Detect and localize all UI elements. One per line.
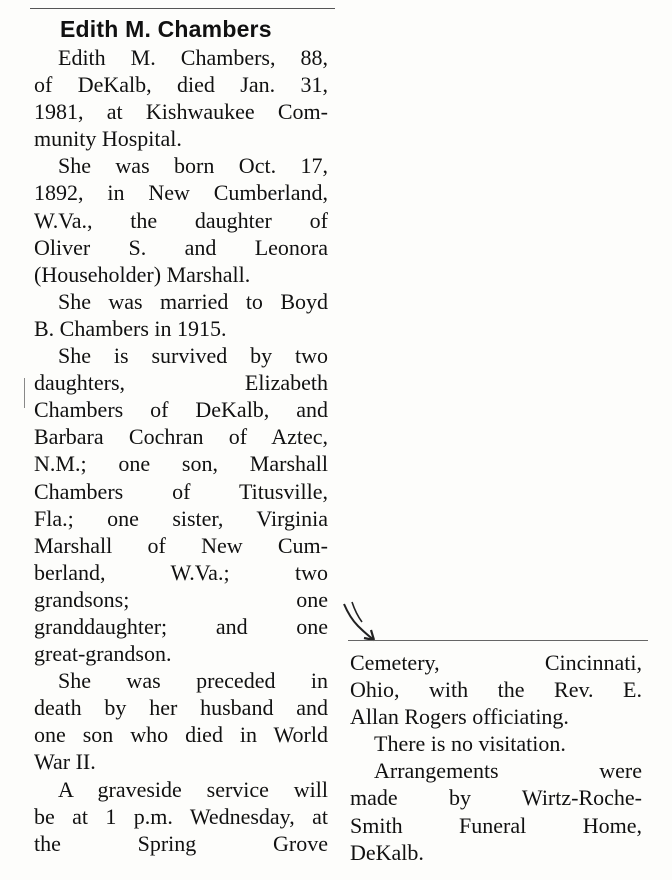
text-line: Marshall of New Cum-: [34, 532, 328, 558]
text-line: 1981, at Kishwaukee Com-: [34, 99, 328, 125]
text-line: She was born Oct. 17,: [58, 153, 328, 179]
headline: Edith M. Chambers: [60, 16, 272, 42]
text-line: She is survived by two: [58, 343, 328, 369]
text-line: 1892, in New Cumberland,: [34, 180, 328, 206]
column-2: [350, 649, 642, 866]
text-line: Cemetery, Cincinnati,: [350, 650, 642, 675]
text-line: be at 1 p.m. Wednesday, at: [34, 803, 328, 829]
text-line: munity Hospital.: [34, 126, 182, 152]
column-2-rule: [348, 640, 648, 641]
text-line: of DeKalb, died Jan. 31,: [34, 72, 328, 98]
text-line: N.M.; one son, Marshall: [34, 451, 328, 477]
text-line: Barbara Cochran of Aztec,: [34, 424, 328, 450]
margin-mark: [24, 378, 25, 408]
text-line: grandsons; one: [34, 586, 328, 612]
text-line: daughters, Elizabeth: [34, 370, 328, 396]
text-line: Chambers of Titusville,: [34, 478, 328, 504]
text-line: War II.: [34, 749, 96, 775]
text-line: DeKalb.: [350, 839, 424, 865]
text-line: There is no visitation.: [374, 731, 566, 757]
text-line: Arrangements were: [374, 758, 642, 784]
text-line: She was preceded in: [58, 668, 328, 694]
text-line: Oliver S. and Leonora: [34, 234, 328, 260]
text-line: W.Va., the daughter of: [34, 207, 328, 233]
text-line: She was married to Boyd: [58, 288, 328, 314]
text-line: the Spring Grove: [34, 830, 328, 856]
text-line: B. Chambers in 1915.: [34, 315, 227, 341]
text-line: granddaughter; and one: [34, 613, 328, 639]
top-rule: [30, 8, 335, 9]
text-line: great-grandson.: [34, 641, 172, 667]
text-line: A graveside service will: [58, 776, 328, 802]
text-line: Fla.; one sister, Virginia: [34, 505, 328, 531]
text-line: (Householder) Marshall.: [34, 261, 251, 287]
text-line: berland, W.Va.; two: [34, 559, 328, 585]
text-line: one son who died in World: [34, 722, 328, 748]
text-line: Chambers of DeKalb, and: [34, 397, 328, 423]
text-line: Ohio, with the Rev. E.: [350, 677, 642, 703]
text-line: made by Wirtz-Roche-: [350, 785, 642, 811]
text-line: Smith Funeral Home,: [350, 812, 642, 838]
text-line: death by her husband and: [34, 695, 328, 721]
column-1: [34, 44, 328, 857]
text-line: Allan Rogers officiating.: [350, 704, 569, 730]
text-line: Edith M. Chambers, 88,: [58, 45, 328, 70]
